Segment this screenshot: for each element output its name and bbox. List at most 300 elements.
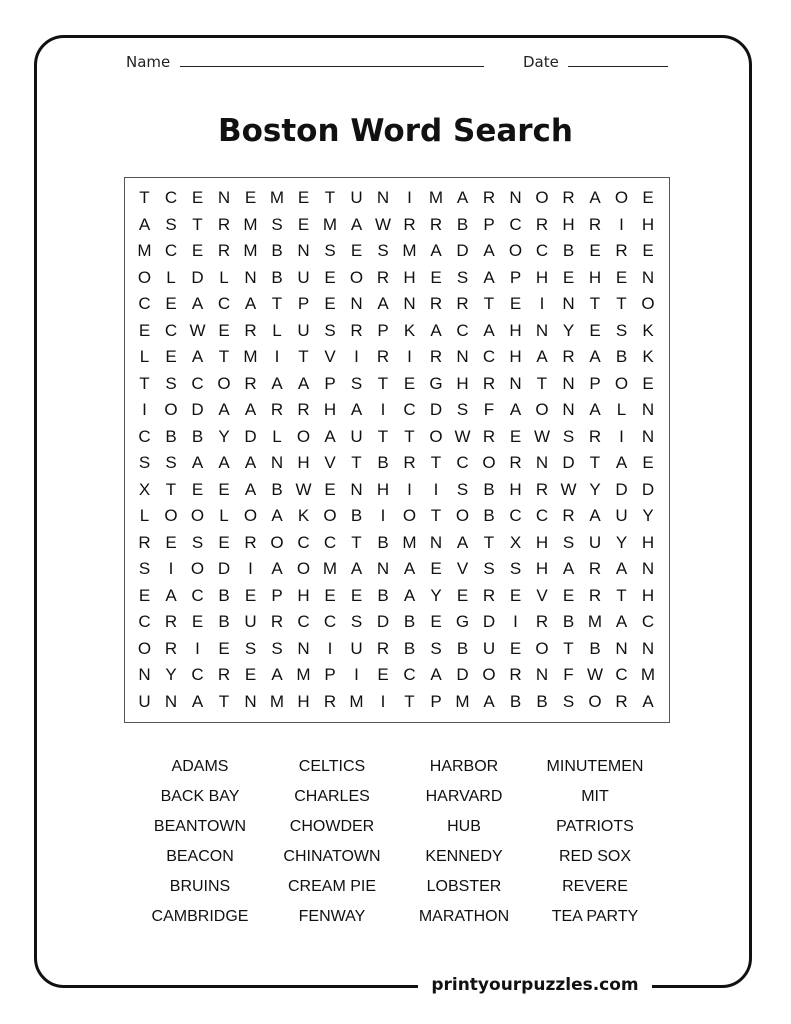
grid-letter[interactable]: F	[483, 400, 495, 419]
grid-letter[interactable]: B	[403, 612, 416, 631]
grid-letter[interactable]: A	[642, 691, 654, 711]
grid-letter[interactable]: T	[298, 347, 309, 366]
grid-letter[interactable]: C	[138, 612, 151, 631]
grid-letter[interactable]: R	[217, 214, 231, 234]
grid-letter[interactable]: U	[244, 612, 257, 631]
grid-letter[interactable]: R	[482, 426, 496, 446]
grid-letter[interactable]: O	[535, 188, 549, 207]
grid-letter[interactable]: A	[271, 373, 283, 393]
grid-letter[interactable]: W	[295, 479, 312, 499]
grid-letter[interactable]: S	[456, 400, 469, 419]
grid-letter[interactable]: R	[535, 479, 549, 499]
grid-letter[interactable]: O	[164, 506, 178, 525]
grid-letter[interactable]: D	[562, 453, 575, 472]
grid-letter[interactable]: R	[509, 453, 522, 472]
grid-letter[interactable]: I	[168, 559, 174, 578]
grid-letter[interactable]: I	[539, 294, 545, 313]
grid-letter[interactable]: A	[191, 691, 204, 711]
grid-letter[interactable]: A	[589, 400, 601, 419]
grid-letter[interactable]: M	[243, 214, 258, 234]
grid-letter[interactable]: H	[297, 453, 310, 472]
grid-letter[interactable]: B	[377, 532, 389, 552]
grid-letter[interactable]: S	[615, 320, 628, 340]
grid-letter[interactable]: A	[615, 559, 628, 578]
grid-letter[interactable]: N	[350, 294, 363, 313]
grid-letter[interactable]: R	[164, 638, 178, 658]
grid-letter[interactable]: A	[430, 241, 442, 260]
grid-letter[interactable]: B	[589, 638, 601, 658]
grid-letter[interactable]: E	[244, 585, 257, 605]
grid-letter[interactable]: R	[456, 294, 469, 313]
grid-letter[interactable]: X	[509, 532, 522, 552]
grid-letter[interactable]: G	[429, 373, 443, 393]
grid-letter[interactable]: N	[641, 400, 655, 419]
grid-letter[interactable]: A	[191, 453, 204, 472]
grid-letter[interactable]: E	[509, 294, 522, 313]
grid-letter[interactable]: I	[433, 479, 439, 499]
grid-letter[interactable]: S	[165, 373, 177, 393]
grid-letter[interactable]: E	[509, 585, 522, 605]
grid-letter[interactable]: R	[535, 214, 549, 234]
grid-letter[interactable]: D	[641, 479, 655, 499]
grid-letter[interactable]: G	[455, 612, 470, 631]
grid-letter[interactable]: B	[377, 585, 389, 605]
grid-letter[interactable]: H	[297, 585, 310, 605]
grid-letter[interactable]: H	[641, 585, 655, 605]
grid-letter[interactable]: M	[243, 241, 258, 260]
grid-letter[interactable]: M	[296, 665, 311, 684]
grid-letter[interactable]: T	[430, 506, 442, 525]
grid-letter[interactable]: R	[403, 214, 416, 234]
grid-letter[interactable]: O	[270, 532, 284, 552]
grid-letter[interactable]: E	[165, 294, 177, 313]
grid-letter[interactable]: E	[138, 585, 151, 605]
grid-letter[interactable]: B	[218, 612, 230, 631]
grid-letter[interactable]: S	[138, 453, 151, 472]
grid-letter[interactable]: K	[403, 320, 416, 340]
grid-letter[interactable]: Y	[218, 426, 230, 446]
grid-letter[interactable]: R	[244, 532, 257, 552]
grid-letter[interactable]: M	[587, 612, 603, 631]
grid-letter[interactable]: R	[217, 665, 231, 684]
grid-letter[interactable]: D	[191, 267, 204, 287]
grid-letter[interactable]: O	[535, 400, 549, 419]
grid-letter[interactable]: N	[376, 559, 390, 578]
grid-letter[interactable]: T	[483, 532, 495, 552]
grid-letter[interactable]: O	[190, 559, 205, 578]
grid-letter[interactable]: W	[586, 665, 604, 684]
grid-letter[interactable]: O	[137, 638, 152, 658]
grid-letter[interactable]: O	[402, 506, 417, 525]
grid-letter[interactable]: E	[165, 532, 177, 552]
grid-letter[interactable]: V	[536, 585, 548, 605]
grid-letter[interactable]: E	[297, 214, 310, 234]
grid-letter[interactable]: M	[137, 241, 152, 260]
grid-letter[interactable]: R	[562, 347, 575, 366]
grid-letter[interactable]: S	[244, 638, 257, 658]
grid-letter[interactable]: W	[533, 426, 551, 446]
grid-letter[interactable]: A	[350, 214, 363, 234]
grid-letter[interactable]: N	[641, 267, 655, 287]
grid-letter[interactable]: B	[271, 479, 283, 499]
grid-letter[interactable]: T	[271, 294, 283, 313]
grid-letter[interactable]: L	[272, 426, 282, 446]
grid-letter[interactable]: M	[640, 665, 656, 684]
grid-letter[interactable]: E	[218, 532, 230, 552]
grid-letter[interactable]: E	[138, 320, 151, 340]
grid-letter[interactable]: R	[403, 453, 416, 472]
grid-letter[interactable]: N	[350, 479, 363, 499]
grid-letter[interactable]: C	[509, 506, 522, 525]
grid-letter[interactable]: D	[191, 400, 204, 419]
grid-letter[interactable]: C	[217, 294, 231, 313]
grid-letter[interactable]: O	[296, 426, 311, 446]
grid-letter[interactable]: M	[269, 188, 285, 207]
grid-letter[interactable]: P	[589, 373, 601, 393]
grid-letter[interactable]: K	[297, 506, 310, 525]
grid-letter[interactable]: P	[430, 691, 442, 711]
grid-letter[interactable]: A	[509, 400, 522, 419]
grid-letter[interactable]: A	[456, 532, 469, 552]
grid-letter[interactable]: E	[191, 241, 204, 260]
grid-letter[interactable]: E	[509, 638, 522, 658]
grid-letter[interactable]: R	[482, 373, 496, 393]
grid-letter[interactable]: E	[218, 479, 230, 499]
grid-letter[interactable]: R	[270, 612, 284, 631]
grid-letter[interactable]: E	[430, 267, 442, 287]
grid-letter[interactable]: E	[403, 373, 416, 393]
grid-letter[interactable]: I	[619, 426, 624, 446]
grid-letter[interactable]: A	[271, 506, 283, 525]
grid-letter[interactable]: C	[482, 347, 496, 366]
grid-letter[interactable]: T	[377, 426, 389, 446]
grid-letter[interactable]: R	[217, 241, 231, 260]
grid-letter[interactable]: W	[454, 426, 471, 446]
grid-letter[interactable]: M	[402, 241, 417, 260]
grid-letter[interactable]: N	[535, 665, 549, 684]
grid-letter[interactable]: B	[483, 479, 495, 499]
grid-letter[interactable]: O	[508, 241, 523, 260]
grid-letter[interactable]: D	[217, 559, 231, 578]
grid-letter[interactable]: O	[137, 267, 152, 287]
grid-letter[interactable]: A	[589, 188, 601, 207]
grid-letter[interactable]: N	[456, 347, 469, 366]
grid-letter[interactable]: P	[271, 585, 283, 605]
grid-letter[interactable]: E	[589, 320, 601, 340]
grid-letter[interactable]: R	[164, 612, 178, 631]
grid-letter[interactable]: C	[509, 214, 522, 234]
grid-letter[interactable]: H	[641, 214, 655, 234]
grid-letter[interactable]: S	[350, 373, 363, 393]
grid-letter[interactable]: T	[430, 453, 442, 472]
grid-letter[interactable]: A	[430, 665, 442, 684]
grid-letter[interactable]: C	[191, 665, 204, 684]
grid-letter[interactable]: M	[269, 691, 285, 711]
grid-letter[interactable]: N	[562, 373, 575, 393]
grid-letter[interactable]: I	[195, 638, 200, 658]
grid-letter[interactable]: R	[588, 426, 602, 446]
grid-letter[interactable]: U	[615, 506, 628, 525]
grid-letter[interactable]: S	[165, 453, 177, 472]
grid-letter[interactable]: W	[189, 320, 206, 340]
grid-letter[interactable]: H	[535, 532, 549, 552]
grid-letter[interactable]: U	[138, 691, 151, 711]
grid-letter[interactable]: I	[380, 691, 386, 711]
grid-letter[interactable]: C	[164, 320, 178, 340]
grid-letter[interactable]: H	[403, 267, 416, 287]
grid-letter[interactable]: T	[563, 638, 574, 658]
grid-letter[interactable]: E	[562, 585, 575, 605]
grid-letter[interactable]: H	[509, 347, 522, 366]
grid-letter[interactable]: N	[297, 638, 310, 658]
grid-letter[interactable]: E	[615, 267, 628, 287]
grid-letter[interactable]: E	[324, 479, 336, 499]
grid-letter[interactable]: R	[297, 400, 310, 419]
grid-letter[interactable]: S	[430, 638, 442, 658]
grid-letter[interactable]: A	[244, 294, 257, 313]
grid-letter[interactable]: M	[428, 188, 444, 207]
grid-letter[interactable]: O	[323, 506, 337, 525]
grid-letter[interactable]: R	[350, 320, 363, 340]
grid-letter[interactable]: S	[562, 426, 575, 446]
grid-letter[interactable]: O	[614, 373, 629, 393]
grid-letter[interactable]: S	[191, 532, 204, 552]
grid-letter[interactable]: A	[456, 188, 469, 207]
grid-letter[interactable]: L	[272, 320, 282, 340]
grid-letter[interactable]: N	[509, 373, 522, 393]
grid-letter[interactable]: I	[142, 400, 147, 419]
grid-letter[interactable]: I	[327, 638, 333, 658]
grid-letter[interactable]: E	[430, 559, 442, 578]
grid-letter[interactable]: S	[509, 559, 522, 578]
grid-letter[interactable]: I	[380, 400, 386, 419]
grid-letter[interactable]: A	[271, 559, 283, 578]
grid-letter[interactable]: A	[615, 453, 628, 472]
grid-letter[interactable]: H	[641, 532, 655, 552]
grid-letter[interactable]: A	[350, 400, 363, 419]
grid-letter[interactable]: X	[138, 479, 151, 499]
grid-letter[interactable]: V	[456, 559, 469, 578]
grid-letter[interactable]: A	[191, 347, 204, 366]
grid-letter[interactable]: R	[588, 214, 602, 234]
grid-letter[interactable]: N	[535, 453, 549, 472]
grid-letter[interactable]: E	[642, 188, 654, 207]
grid-letter[interactable]: E	[642, 373, 654, 393]
grid-letter[interactable]: R	[138, 532, 151, 552]
grid-letter[interactable]: A	[244, 479, 257, 499]
grid-letter[interactable]: C	[403, 665, 416, 684]
grid-letter[interactable]: S	[483, 559, 495, 578]
grid-letter[interactable]: N	[138, 665, 151, 684]
grid-letter[interactable]: S	[271, 214, 283, 234]
grid-letter[interactable]: C	[323, 532, 337, 552]
grid-letter[interactable]: Y	[165, 665, 177, 684]
grid-letter[interactable]: M	[455, 691, 470, 711]
grid-letter[interactable]: O	[164, 400, 178, 419]
grid-letter[interactable]: R	[429, 347, 443, 366]
grid-letter[interactable]: E	[244, 188, 257, 207]
grid-letter[interactable]: T	[377, 373, 389, 393]
grid-letter[interactable]: W	[374, 214, 392, 234]
grid-letter[interactable]: P	[377, 320, 389, 340]
grid-letter[interactable]: L	[139, 347, 150, 366]
grid-letter[interactable]: T	[616, 585, 627, 605]
grid-letter[interactable]: I	[354, 347, 359, 366]
grid-letter[interactable]: R	[244, 373, 257, 393]
grid-letter[interactable]: I	[407, 479, 412, 499]
grid-letter[interactable]: C	[191, 585, 204, 605]
grid-letter[interactable]: I	[407, 188, 412, 207]
grid-letter[interactable]: O	[614, 188, 629, 207]
grid-letter[interactable]: B	[562, 612, 575, 631]
grid-letter[interactable]: B	[615, 347, 628, 366]
grid-letter[interactable]: S	[165, 214, 177, 234]
grid-letter[interactable]: H	[509, 479, 522, 499]
grid-letter[interactable]: U	[297, 320, 310, 340]
grid-letter[interactable]: C	[138, 426, 151, 446]
grid-letter[interactable]: T	[324, 188, 336, 207]
grid-letter[interactable]: U	[588, 532, 602, 552]
grid-letter[interactable]: A	[589, 347, 601, 366]
grid-letter[interactable]: M	[322, 559, 338, 578]
grid-letter[interactable]: B	[562, 241, 575, 260]
grid-letter[interactable]: N	[535, 320, 549, 340]
date-line[interactable]	[568, 66, 668, 67]
grid-letter[interactable]: O	[482, 665, 496, 684]
grid-letter[interactable]: T	[218, 347, 230, 366]
grid-letter[interactable]: O	[429, 426, 443, 446]
grid-letter[interactable]: S	[377, 241, 389, 260]
grid-letter[interactable]: N	[217, 188, 231, 207]
grid-letter[interactable]: A	[297, 373, 310, 393]
grid-letter[interactable]: L	[616, 400, 627, 419]
grid-letter[interactable]: O	[217, 373, 231, 393]
grid-letter[interactable]: A	[350, 559, 363, 578]
grid-letter[interactable]: N	[641, 638, 655, 658]
grid-letter[interactable]: D	[456, 665, 469, 684]
grid-letter[interactable]: A	[589, 506, 601, 525]
grid-letter[interactable]: C	[297, 532, 310, 552]
grid-letter[interactable]: A	[562, 559, 575, 578]
grid-letter[interactable]: B	[377, 453, 389, 472]
grid-letter[interactable]: U	[350, 426, 363, 446]
grid-letter[interactable]: A	[483, 241, 495, 260]
grid-letter[interactable]: E	[218, 320, 230, 340]
grid-letter[interactable]: C	[535, 506, 549, 525]
grid-letter[interactable]: P	[297, 294, 310, 313]
grid-letter[interactable]: E	[562, 267, 575, 287]
grid-letter[interactable]: N	[562, 294, 575, 313]
grid-letter[interactable]: P	[483, 214, 495, 234]
grid-letter[interactable]: M	[243, 347, 258, 366]
grid-letter[interactable]: E	[350, 585, 363, 605]
grid-letter[interactable]: R	[376, 267, 390, 287]
grid-letter[interactable]: H	[323, 400, 337, 419]
grid-letter[interactable]: R	[270, 400, 284, 419]
grid-letter[interactable]: Y	[642, 506, 654, 525]
grid-letter[interactable]: N	[641, 426, 655, 446]
grid-letter[interactable]: P	[509, 267, 522, 287]
grid-letter[interactable]: S	[138, 559, 151, 578]
grid-letter[interactable]: E	[191, 188, 204, 207]
grid-letter[interactable]: L	[166, 267, 176, 287]
grid-letter[interactable]: E	[589, 241, 601, 260]
grid-letter[interactable]: O	[535, 638, 549, 658]
grid-letter[interactable]: D	[615, 479, 628, 499]
grid-letter[interactable]: E	[191, 612, 204, 631]
grid-letter[interactable]: C	[535, 241, 549, 260]
grid-letter[interactable]: C	[191, 373, 204, 393]
grid-letter[interactable]: T	[616, 294, 627, 313]
grid-letter[interactable]: H	[562, 214, 575, 234]
grid-letter[interactable]: D	[456, 241, 469, 260]
grid-letter[interactable]: V	[324, 453, 336, 472]
grid-letter[interactable]: N	[297, 241, 310, 260]
grid-letter[interactable]: B	[509, 691, 522, 711]
grid-letter[interactable]: A	[244, 453, 257, 472]
grid-letter[interactable]: C	[138, 294, 151, 313]
grid-letter[interactable]: C	[456, 453, 469, 472]
grid-letter[interactable]: N	[164, 691, 178, 711]
grid-letter[interactable]: S	[271, 638, 283, 658]
grid-letter[interactable]: D	[482, 612, 496, 631]
grid-letter[interactable]: I	[619, 214, 624, 234]
grid-letter[interactable]: E	[430, 612, 442, 631]
grid-letter[interactable]: R	[429, 294, 443, 313]
grid-letter[interactable]: K	[642, 347, 654, 366]
grid-letter[interactable]: U	[297, 267, 310, 287]
grid-letter[interactable]: S	[456, 267, 469, 287]
grid-letter[interactable]: C	[297, 612, 310, 631]
grid-letter[interactable]: N	[403, 294, 416, 313]
grid-letter[interactable]: Y	[562, 320, 575, 340]
grid-letter[interactable]: P	[324, 665, 336, 684]
grid-letter[interactable]: E	[191, 479, 204, 499]
grid-letter[interactable]: E	[324, 585, 336, 605]
grid-letter[interactable]: O	[190, 506, 205, 525]
grid-letter[interactable]: B	[271, 241, 283, 260]
grid-letter[interactable]: A	[430, 320, 442, 340]
grid-letter[interactable]: T	[589, 453, 601, 472]
grid-letter[interactable]: E	[642, 241, 654, 260]
grid-letter[interactable]: H	[456, 373, 469, 393]
grid-letter[interactable]: T	[351, 532, 362, 552]
grid-letter[interactable]: N	[244, 691, 257, 711]
grid-letter[interactable]: D	[429, 400, 443, 419]
grid-letter[interactable]: C	[615, 665, 628, 684]
grid-letter[interactable]: R	[562, 188, 575, 207]
grid-letter[interactable]: A	[218, 400, 230, 419]
grid-letter[interactable]: O	[641, 294, 655, 313]
grid-letter[interactable]: H	[376, 479, 390, 499]
grid-letter[interactable]: B	[403, 638, 416, 658]
grid-letter[interactable]: H	[509, 320, 522, 340]
grid-letter[interactable]: L	[219, 506, 229, 525]
grid-letter[interactable]: R	[429, 214, 443, 234]
grid-letter[interactable]: N	[562, 400, 575, 419]
grid-letter[interactable]: R	[535, 612, 549, 631]
grid-letter[interactable]: T	[139, 188, 150, 207]
grid-letter[interactable]: R	[562, 506, 575, 525]
grid-letter[interactable]: E	[509, 426, 522, 446]
grid-letter[interactable]: Y	[430, 585, 442, 605]
grid-letter[interactable]: R	[588, 585, 602, 605]
grid-letter[interactable]: E	[297, 188, 310, 207]
grid-letter[interactable]: E	[165, 347, 177, 366]
grid-letter[interactable]: T	[404, 426, 415, 446]
grid-letter[interactable]: C	[456, 320, 469, 340]
grid-letter[interactable]: A	[403, 559, 416, 578]
